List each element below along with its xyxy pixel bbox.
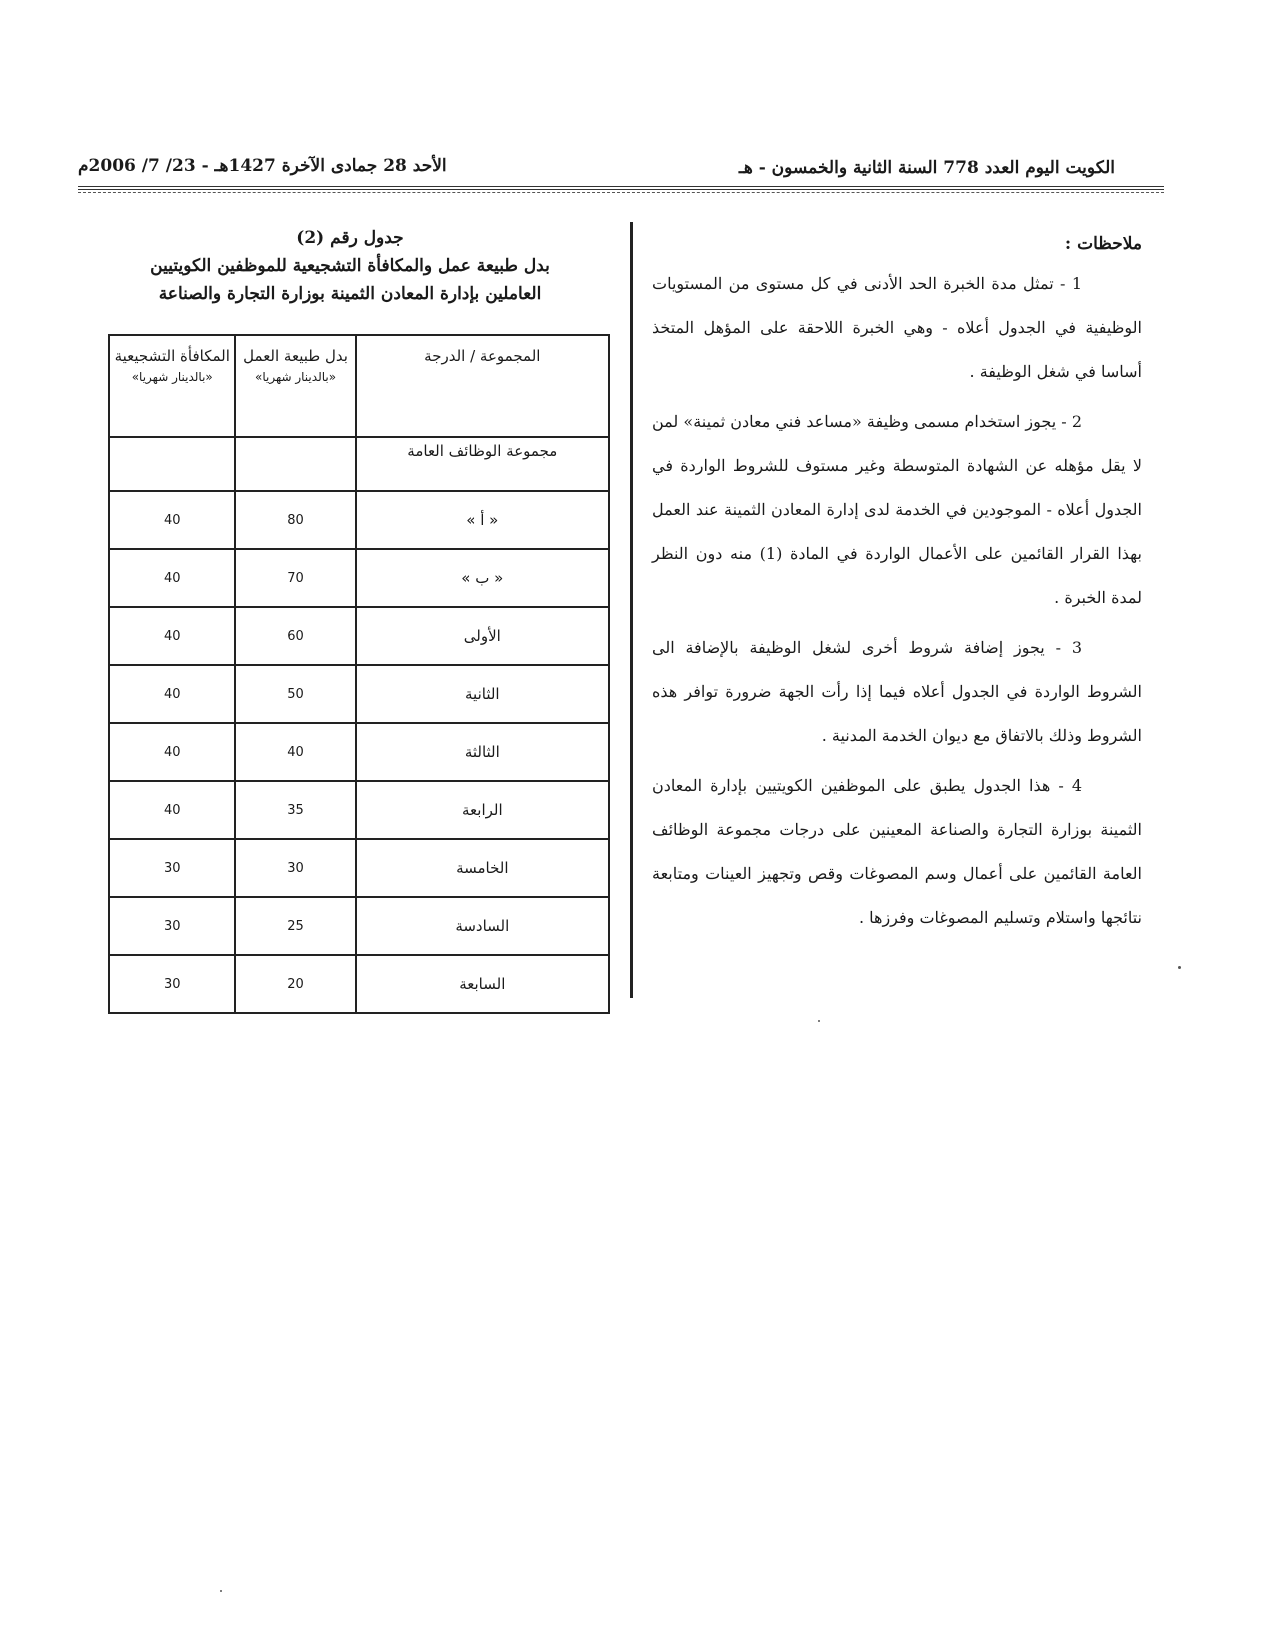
grade-cell: « ب » [356, 549, 609, 607]
table-number: جدول رقم (2) [296, 228, 404, 248]
header-work-allowance-unit: «بالدينار شهريا» [255, 370, 337, 384]
table-row [109, 665, 609, 723]
grade-cell: الثالثة [356, 723, 609, 781]
header-group-grade-label: المجموعة / الدرجة [424, 347, 541, 365]
grade-cell: الخامسة [356, 839, 609, 897]
bonus-cell: 30 [109, 839, 235, 897]
table-title-line: بدل طبيعة عمل والمكافأة التشجيعية للموظفين الكويتيين [150, 256, 550, 276]
header-incentive-bonus [109, 335, 235, 437]
allowance-cell: 50 [235, 665, 355, 723]
scan-speck [1178, 966, 1181, 969]
scan-speck [220, 1590, 222, 1592]
table-row [109, 955, 609, 1013]
bonus-cell: 40 [109, 607, 235, 665]
header-work-allowance-label: بدل طبيعة العمل [243, 347, 348, 365]
note-item: 1 - تمثل مدة الخبرة الحد الأدنى في كل مستوى من المستويات الوظيفية في الجدول أعلاه - وهي الخبرة اللاحقة على المؤهل المتخذ أساسا في شغل الوظيفة . [652, 274, 1142, 381]
table-header-row [109, 335, 609, 437]
empty-cell [109, 437, 235, 491]
bonus-cell: 30 [109, 955, 235, 1013]
note-item: 2 - يجوز استخدام مسمى وظيفة «مساعد فني معادن ثمينة» لمن لا يقل مؤهله عن الشهادة المتوسطة وغير مستوف للشروط الواردة في الجدول أعلاه - الموجودين في الخدمة لدى إدارة المعادن الثمينة عند العمل بهذا القرار القائمين على الأعمال الواردة في المادة (1) منه دون النظر لمدة الخبرة . [652, 412, 1142, 607]
notes-title: ملاحظات : [1064, 234, 1142, 254]
bonus-cell: 40 [109, 665, 235, 723]
header-rule [78, 186, 1164, 190]
allowance-cell: 80 [235, 491, 355, 549]
scan-speck [818, 1020, 820, 1022]
allowance-table [108, 334, 610, 1014]
table-title-line: العاملين بإدارة المعادن الثمينة بوزارة التجارة والصناعة [158, 284, 542, 304]
table-row [109, 723, 609, 781]
column-divider [630, 222, 633, 998]
allowance-cell: 20 [235, 955, 355, 1013]
header-incentive-bonus-unit: «بالدينار شهريا» [131, 370, 213, 384]
grade-cell: « أ » [356, 491, 609, 549]
allowance-cell: 30 [235, 839, 355, 897]
header-incentive-bonus-label: المكافأة التشجيعية [114, 347, 230, 365]
note-item: 3 - يجوز إضافة شروط أخرى لشغل الوظيفة بالإضافة الى الشروط الواردة في الجدول أعلاه فيما إذا رأت الجهة ضرورة توافر هذه الشروط وذلك بالاتفاق مع ديوان الخدمة المدنية . [652, 638, 1142, 745]
grade-cell: السادسة [356, 897, 609, 955]
grade-cell: الرابعة [356, 781, 609, 839]
header-work-allowance [235, 335, 355, 437]
grade-cell: السابعة [356, 955, 609, 1013]
table-row [109, 839, 609, 897]
bonus-cell: 40 [109, 781, 235, 839]
table-row [109, 781, 609, 839]
grade-cell: الثانية [356, 665, 609, 723]
allowance-cell: 70 [235, 549, 355, 607]
notes-section [652, 226, 1142, 946]
table-row [109, 897, 609, 955]
grade-cell: الأولى [356, 607, 609, 665]
header-publication-info: الكويت اليوم العدد 778 السنة الثانية والخمسون - هـ [738, 158, 1115, 178]
bonus-cell: 40 [109, 491, 235, 549]
empty-cell [235, 437, 355, 491]
table-caption [100, 224, 600, 308]
table-row [109, 607, 609, 665]
table-row [109, 491, 609, 549]
header-group-grade [356, 335, 609, 437]
allowance-cell: 60 [235, 607, 355, 665]
bonus-cell: 30 [109, 897, 235, 955]
header-date: الأحد 28 جمادى الآخرة 1427هـ - 23/ 7/ 2006م [78, 156, 447, 176]
allowance-cell: 40 [235, 723, 355, 781]
allowance-cell: 35 [235, 781, 355, 839]
table-group-row [109, 437, 609, 491]
table-row [109, 549, 609, 607]
bonus-cell: 40 [109, 723, 235, 781]
header-rule-dashed [78, 192, 1164, 193]
group-label: مجموعة الوظائف العامة [356, 437, 609, 491]
bonus-cell: 40 [109, 549, 235, 607]
note-item: 4 - هذا الجدول يطبق على الموظفين الكويتيين بإدارة المعادن الثمينة بوزارة التجارة والصناعة المعينين على درجات مجموعة الوظائف العامة القائمين على أعمال وسم المصوغات وقص وتجهيز العينات ومتابعة نتائجها واستلام وتسليم المصوغات وفرزها . [652, 776, 1142, 927]
allowance-cell: 25 [235, 897, 355, 955]
